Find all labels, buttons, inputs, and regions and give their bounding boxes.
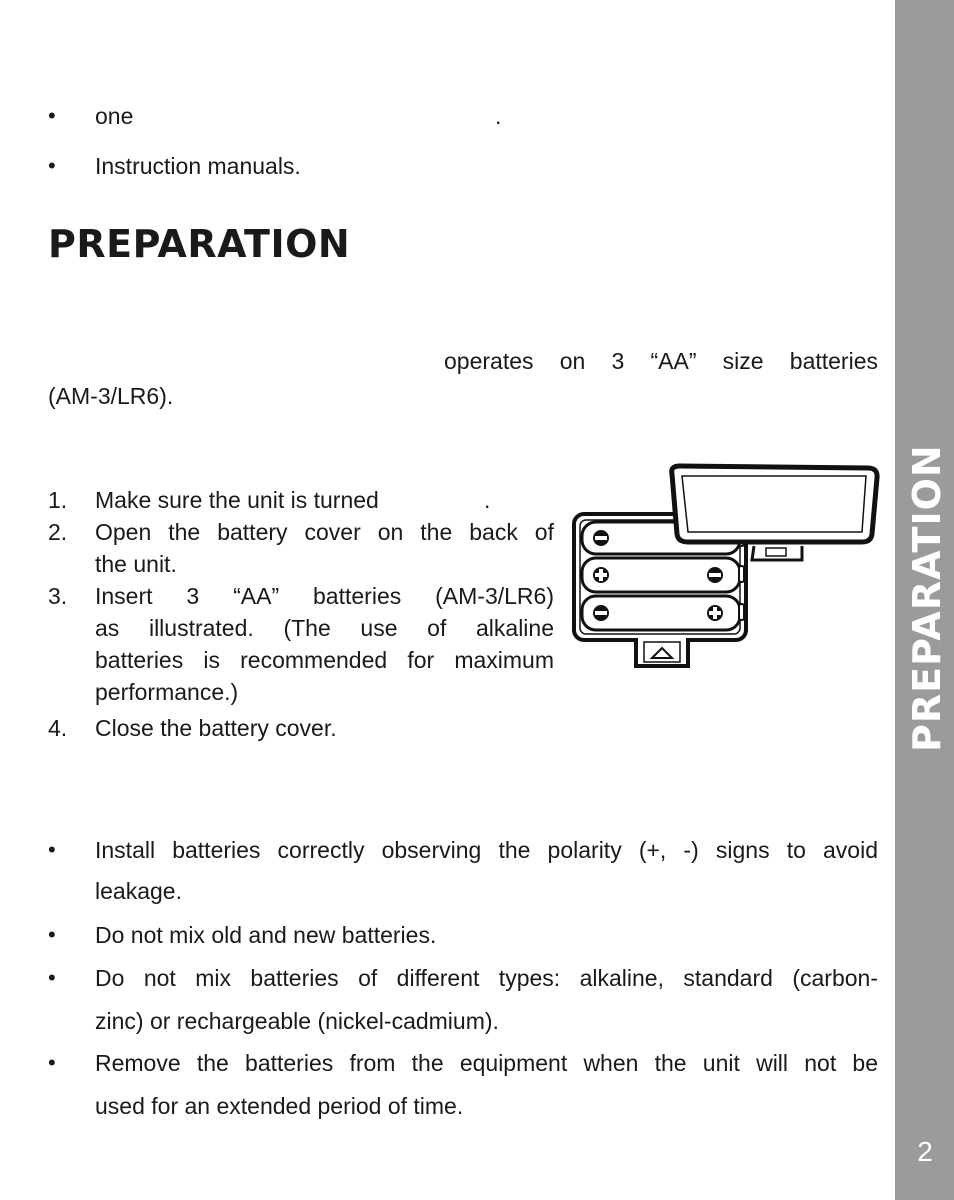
bullet: • (48, 837, 56, 862)
bullet: • (48, 965, 56, 990)
step-text-line: Close the battery cover. (95, 715, 337, 741)
included-item-one-end: . (495, 103, 502, 129)
notice-line: Remove the batteries from the equipment when the unit will not be (95, 1050, 878, 1076)
step-number: 4. (48, 715, 68, 741)
minus-icon (593, 605, 609, 621)
bullet: • (48, 1050, 56, 1075)
notice-line: leakage. (95, 878, 182, 904)
battery-compartment-illustration (570, 462, 882, 672)
step-number: 2. (48, 519, 68, 545)
step-text-line: Open the battery cover on the back of (95, 519, 554, 545)
intro-line-2: (AM-3/LR6). (48, 383, 174, 409)
included-item-one: one (95, 103, 134, 129)
minus-icon (593, 530, 609, 546)
notice-line: Install batteries correctly observing the polarity (+, -) signs to avoid (95, 837, 878, 863)
minus-icon (707, 567, 723, 583)
plus-icon (593, 567, 609, 583)
section-heading: PREPARATION (48, 222, 351, 266)
step-text-line: as illustrated. (The use of alkaline (95, 615, 554, 641)
notice-line: Do not mix batteries of different types: alkaline, standard (carbon- (95, 965, 878, 991)
bullet: • (48, 922, 56, 947)
included-item-manuals: Instruction manuals. (95, 153, 301, 179)
notice-line: used for an extended period of time. (95, 1093, 464, 1119)
plus-icon (707, 605, 723, 621)
notice-line: zinc) or rechargeable (nickel-cadmium). (95, 1008, 499, 1034)
bullet: • (48, 103, 56, 128)
step-number: 3. (48, 583, 68, 609)
page-number: 2 (917, 1136, 933, 1167)
step-text-line: performance.) (95, 679, 239, 705)
bullet: • (48, 153, 56, 178)
step-text-line: Insert 3 “AA” batteries (AM-3/LR6) (95, 583, 554, 609)
notice-line: Do not mix old and new batteries. (95, 922, 437, 948)
side-tab-title: PREPARATION (905, 444, 949, 752)
intro-line-1: operates on 3 “AA” size batteries (444, 348, 878, 374)
step-text-line: Make sure the unit is turned (95, 487, 379, 513)
step-text-line: the unit. (95, 551, 177, 577)
step-text-line: batteries is recommended for maximum (95, 647, 554, 673)
step-text-line: . (484, 487, 491, 513)
step-number: 1. (48, 487, 68, 513)
